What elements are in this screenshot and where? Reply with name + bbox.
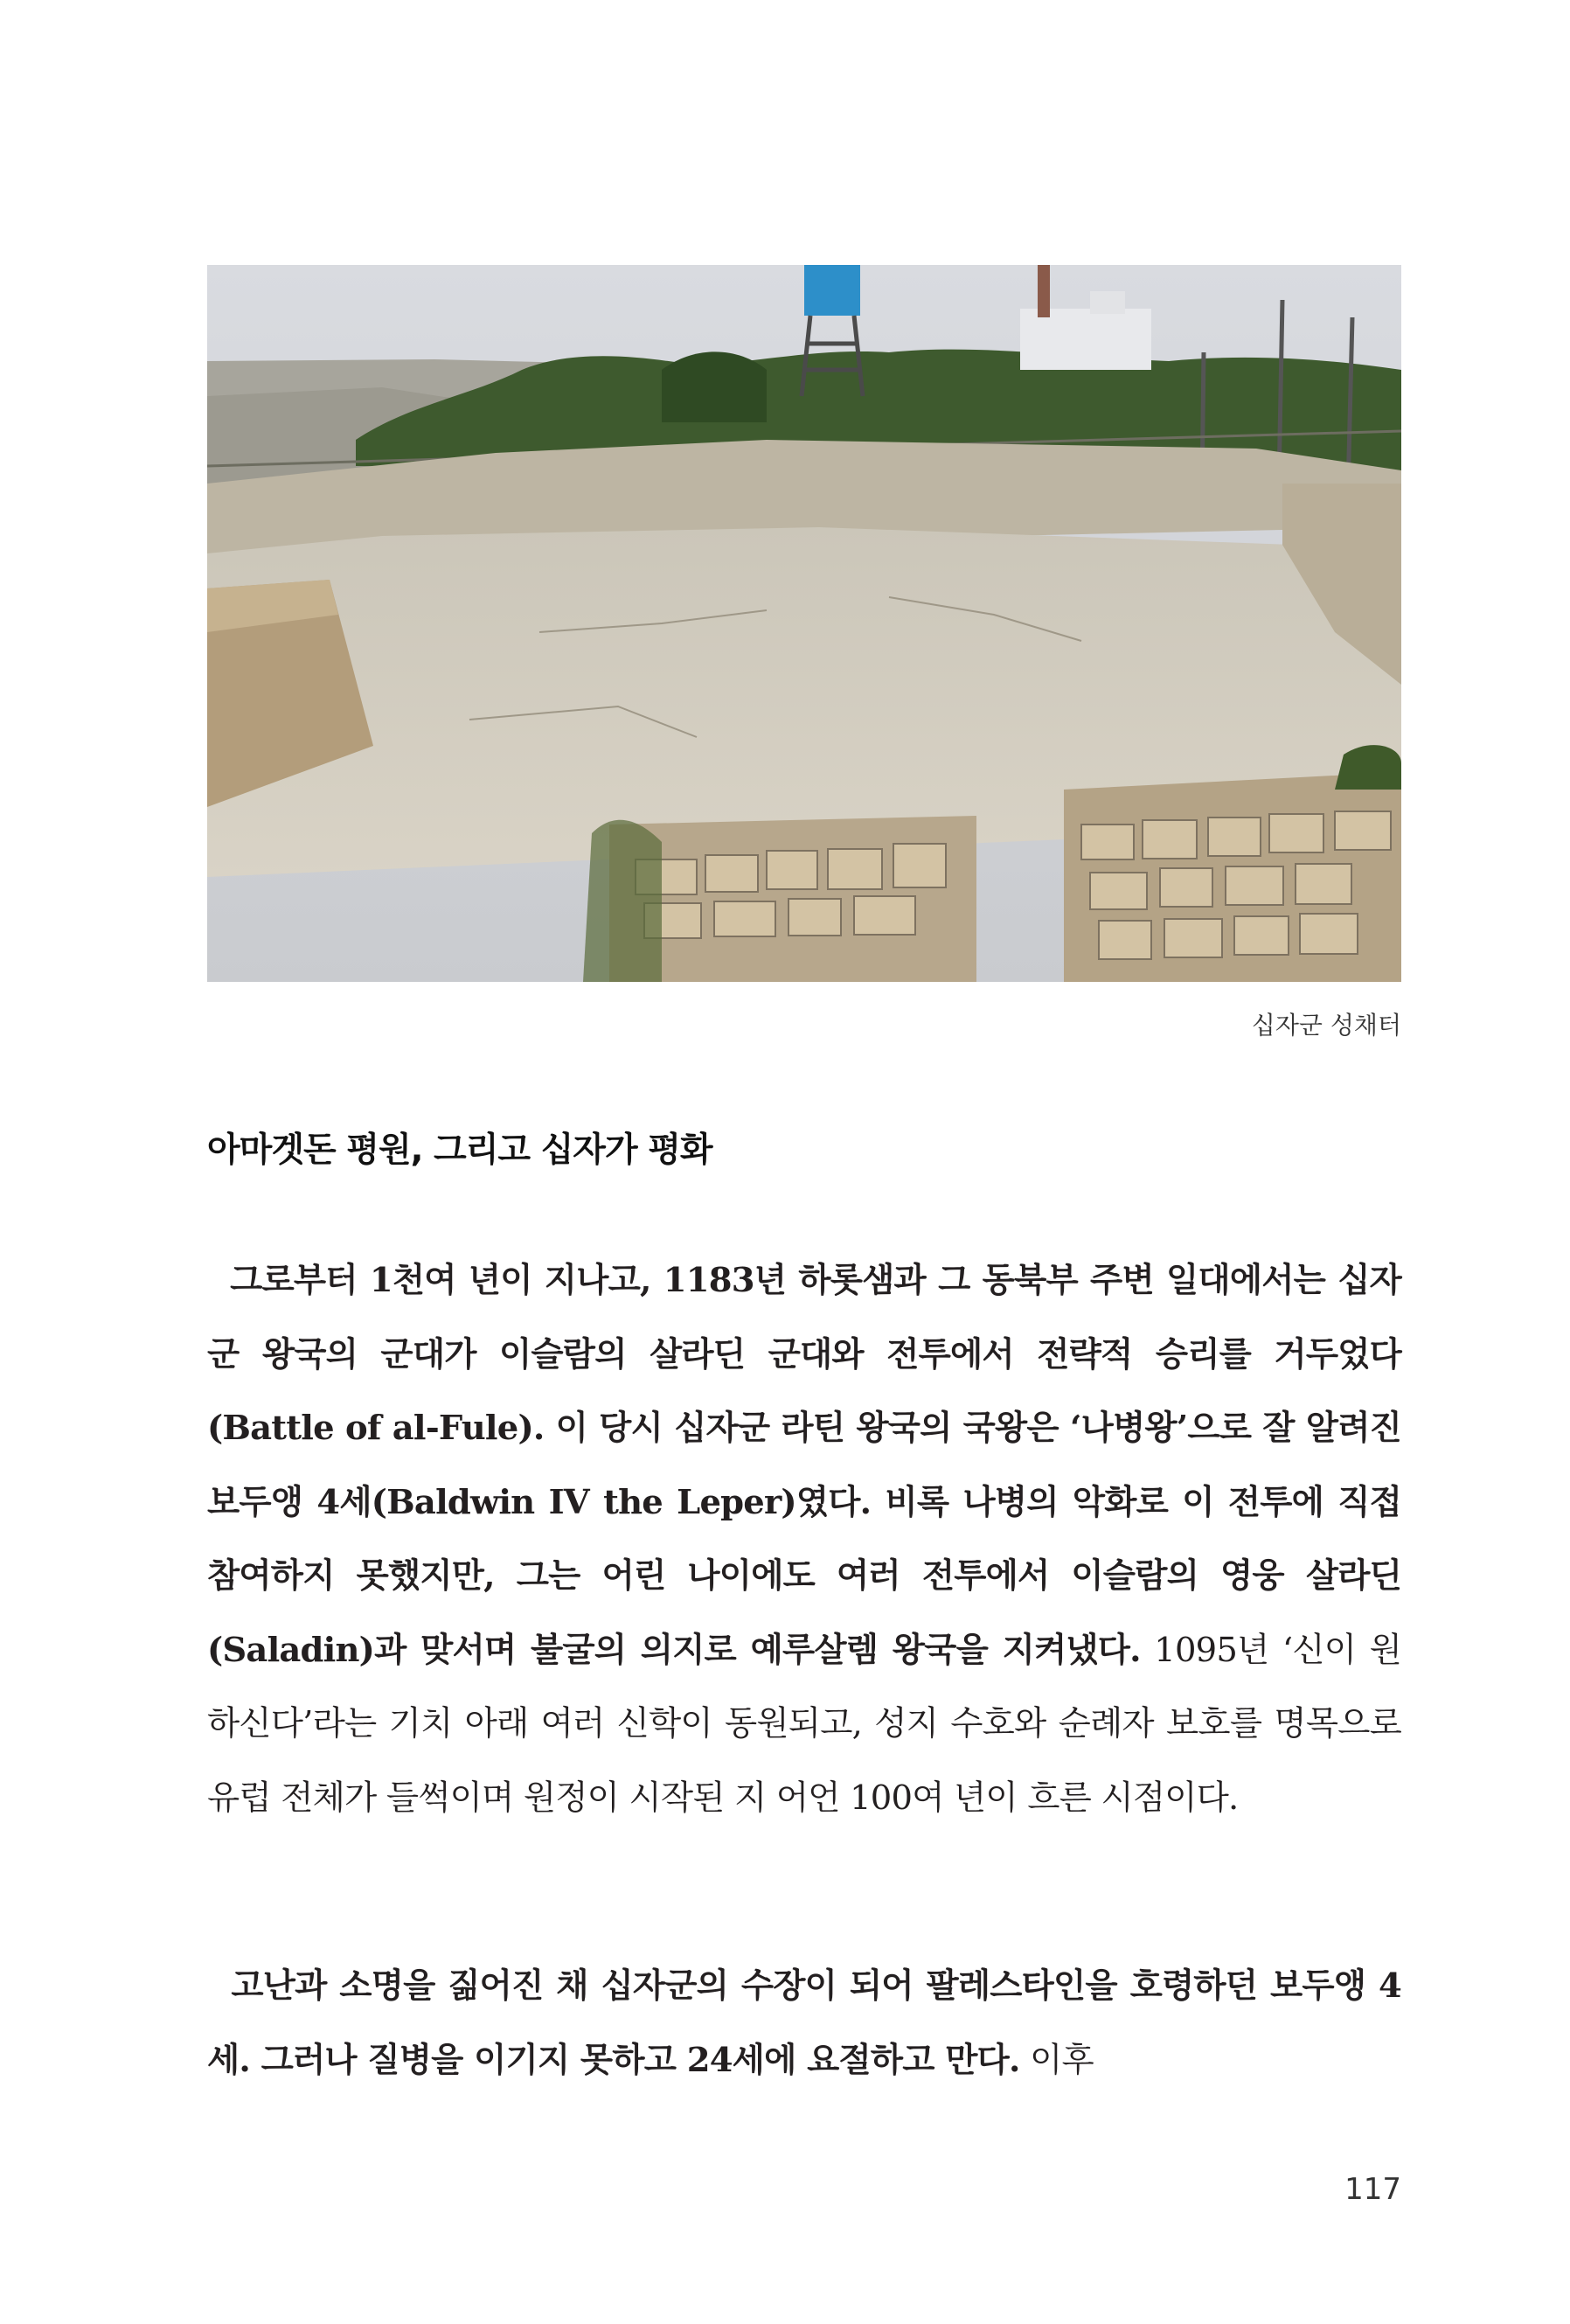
- section-heading: 아마겟돈 평원, 그리고 십자가 평화: [207, 1131, 712, 1170]
- photo-illustration: [207, 265, 1401, 982]
- body-paragraph-2: [207, 1950, 1401, 2098]
- page-number: 117: [1344, 2172, 1401, 2207]
- paragraph-1-regular-text: 1095년 ‘신이 원하신다’라는 기치 아래 여러 신학이 동원되고, 성지 수호와 순례자 보호를 명목으로 유럽 전체가 들썩이며 원정이 시작된 지 어언 100여 년이 흐른 시점이다.: [207, 1630, 1401, 1818]
- paragraph-1-bold-text: 그로부터 1천여 년이 지나고, 1183년 하롯샘과 그 동북부 주변 일대에서는 십자군 왕국의 군대가 이슬람의 살라딘 군대와 전투에서 전략적 승리를 거두었다(Battle of al-Fule). 이 당시 십자군 라틴 왕국의 국왕은 ‘나병왕’으로 잘 알려진 보두앵 4세(Baldwin IV the Leper)였다. 비록 나병의 악화로 이 전투에 직접 참여하지 못했지만, 그는 어린 나이에도 여러 전투에서 이슬람의 영웅 살라딘(Saladin)과 맞서며 불굴의 의지로 예루살렘 왕국을 지켜냈다.: [207, 1261, 1401, 1670]
- photo-caption: 십자군 성채터: [1251, 1011, 1401, 1040]
- body-paragraph-1: [207, 1244, 1401, 1835]
- paragraph-2-regular-text: 이후: [1019, 2040, 1094, 2080]
- crusader-fortress-photo: [207, 265, 1401, 982]
- paragraph-2-bold-text: 고난과 소명을 짊어진 채 십자군의 수장이 되어 팔레스타인을 호령하던 보두앵 4세. 그러나 질병을 이기지 못하고 24세에 요절하고 만다.: [207, 1966, 1401, 2080]
